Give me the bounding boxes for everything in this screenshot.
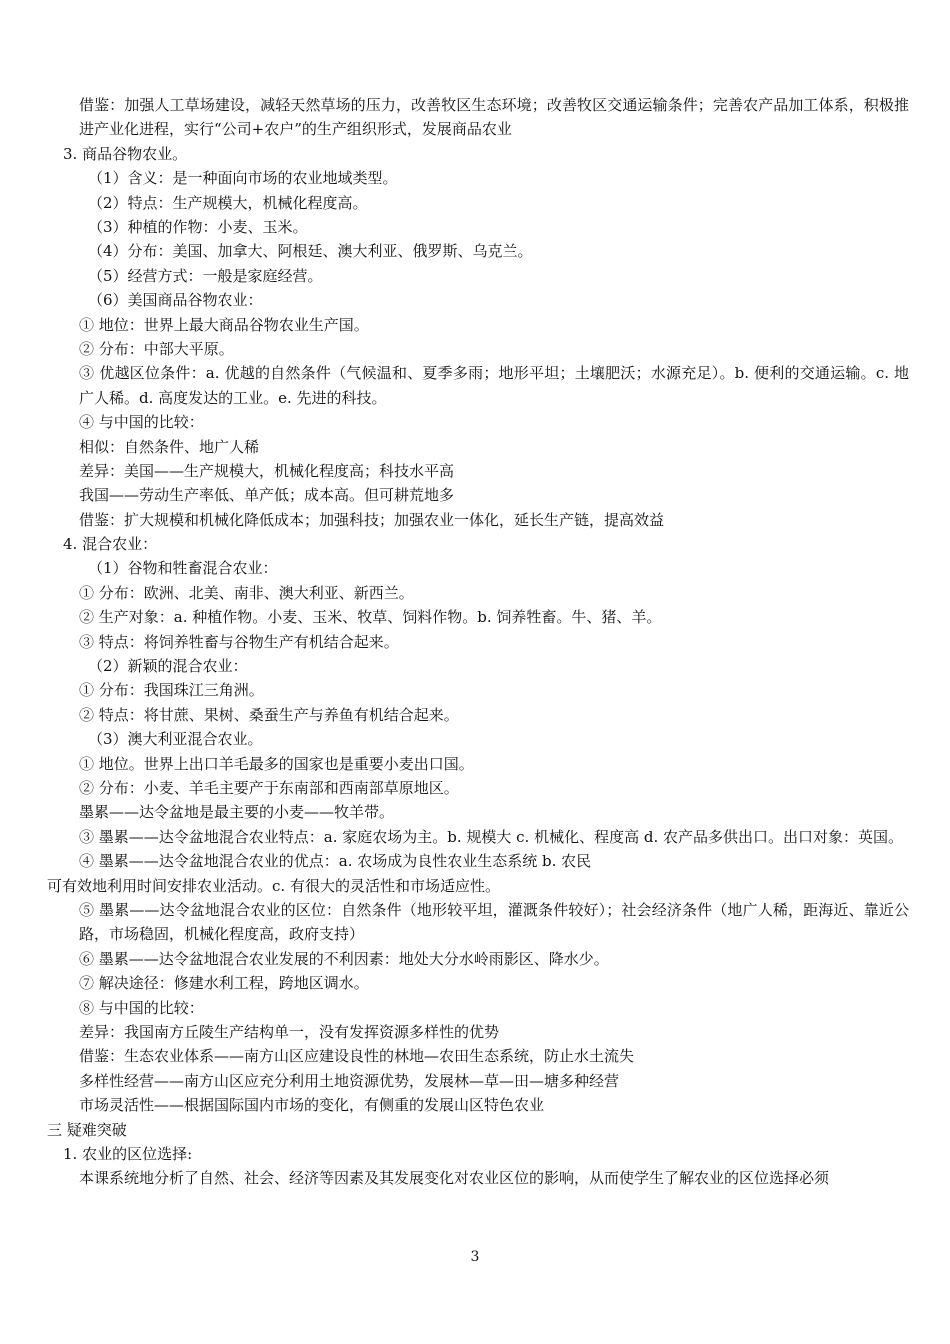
text-line: ① 分布：欧洲、北美、南非、澳大利亚、新西兰。 xyxy=(79,583,414,602)
text-line: ⑤ 墨累——达令盆地混合农业的区位：自然条件（地形较平坦，灌溉条件较好）；社会经济条件（地广人稀，距海近、靠近公路，市场稳固，机械化程度高，政府支持） xyxy=(79,900,909,944)
text-line: ② 生产对象：a. 种植作物。小麦、玉米、牧草、饲料作物。b. 饲养牲畜。牛、猪、羊。 xyxy=(79,608,662,627)
text-line: 多样性经营——南方山区应充分利用土地资源优势，发展林—草—田—塘多种经营 xyxy=(79,1071,620,1090)
page-number: 3 xyxy=(470,1249,480,1265)
text-line: 3. 商品谷物农业。 xyxy=(63,144,188,163)
text-line: ⑦ 解决途径：修建水利工程，跨地区调水。 xyxy=(79,974,369,993)
text-line: 本课系统地分析了自然、社会、经济等因素及其发展变化对农业区位的影响，从而使学生了解农业的区位选择必须 xyxy=(79,1169,830,1188)
text-line: ① 地位：世界上最大商品谷物农业生产国。 xyxy=(79,315,369,334)
text-line: ② 分布：小麦、羊毛主要产于东南部和西南部草原地区。 xyxy=(79,779,459,797)
text-line: （3）种植的作物：小麦、玉米。 xyxy=(88,217,308,236)
text-line: （2）新颖的混合农业： xyxy=(88,657,248,676)
text-line: （2）特点：生产规模大，机械化程度高。 xyxy=(88,193,368,212)
text-line: （3）澳大利亚混合农业。 xyxy=(88,730,263,749)
text-line: ⑧ 与中国的比较： xyxy=(79,998,204,1017)
text-line: 1. 农业的区位选择: xyxy=(63,1144,193,1163)
text-line: ④ 墨累——达令盆地混合农业的优点：a. 农场成为良性农业生态系统 b. 农民 xyxy=(79,852,592,871)
text-line: 三 疑难突破 xyxy=(47,1120,127,1139)
text-line: 差异：美国——生产规模大，机械化程度高；科技水平高 xyxy=(79,461,455,480)
text-line: （1）谷物和牲畜混合农业： xyxy=(88,559,278,578)
text-line: ③ 墨累——达令盆地混合农业特点：a. 家庭农场为主。b. 规模大 c. 机械化、程度高 d. 农产品多供出口。出口对象：英国。 xyxy=(79,827,904,846)
text-line: ② 分布：中部大平原。 xyxy=(79,339,234,358)
text-line: 市场灵活性——根据国际国内市场的变化，有侧重的发展山区特色农业 xyxy=(79,1096,545,1115)
text-line: （6）美国商品谷物农业： xyxy=(88,291,263,310)
text-line: 差异：我国南方丘陵生产结构单一，没有发挥资源多样性的优势 xyxy=(79,1022,500,1041)
text-line: （1）含义：是一种面向市场的农业地域类型。 xyxy=(88,169,398,188)
text-line: 借鉴：加强人工草场建设，减轻天然草场的压力，改善牧区生态环境；改善牧区交通运输条件；完善农产品加工体系，积极推进产业化进程，实行“公司+农户”的生产组织形式，发展商品农业 xyxy=(79,96,909,139)
text-line: 可有效地利用时间安排农业活动。c. 有很大的灵活性和市场适应性。 xyxy=(47,876,500,895)
text-line: ③ 特点：将饲养牲畜与谷物生产有机结合起来。 xyxy=(79,632,399,651)
text-line: ① 分布：我国珠江三角洲。 xyxy=(79,681,264,700)
text-line: 4. 混合农业： xyxy=(63,535,158,554)
text-line: 我国——劳动生产率低、单产低；成本高。但可耕荒地多 xyxy=(79,486,455,505)
document-body xyxy=(47,93,909,1191)
text-line: 借鉴：生态农业体系——南方山区应建设良性的林地—农田生态系统，防止水土流失 xyxy=(79,1047,635,1066)
text-line: （4）分布：美国、加拿大、阿根廷、澳大利亚、俄罗斯、乌克兰。 xyxy=(88,242,533,261)
text-line: ② 特点：将甘蔗、果树、桑蚕生产与养鱼有机结合起来。 xyxy=(79,705,459,724)
text-line: ③ 优越区位条件：a. 优越的自然条件（气候温和、夏季多雨；地形平坦；土壤肥沃；水源充足）。b. 便利的交通运输。c. 地广人稀。d. 高度发达的工业。e. 先进的科技。 xyxy=(79,364,909,407)
text-line: （5）经营方式：一般是家庭经营。 xyxy=(88,266,323,285)
text-line: 墨累——达令盆地是最主要的小麦——牧羊带。 xyxy=(79,803,395,822)
text-line: ④ 与中国的比较： xyxy=(79,413,204,432)
text-line: ⑥ 墨累——达令盆地混合农业发展的不利因素：地处大分水岭雨影区、降水少。 xyxy=(79,949,609,968)
text-line: 借鉴：扩大规模和机械化降低成本；加强科技；加强农业一体化，延长生产链，提高效益 xyxy=(79,510,665,529)
text-line: 相似：自然条件、地广人稀 xyxy=(79,437,260,456)
text-line: ① 地位。世界上出口羊毛最多的国家也是重要小麦出口国。 xyxy=(79,754,474,773)
